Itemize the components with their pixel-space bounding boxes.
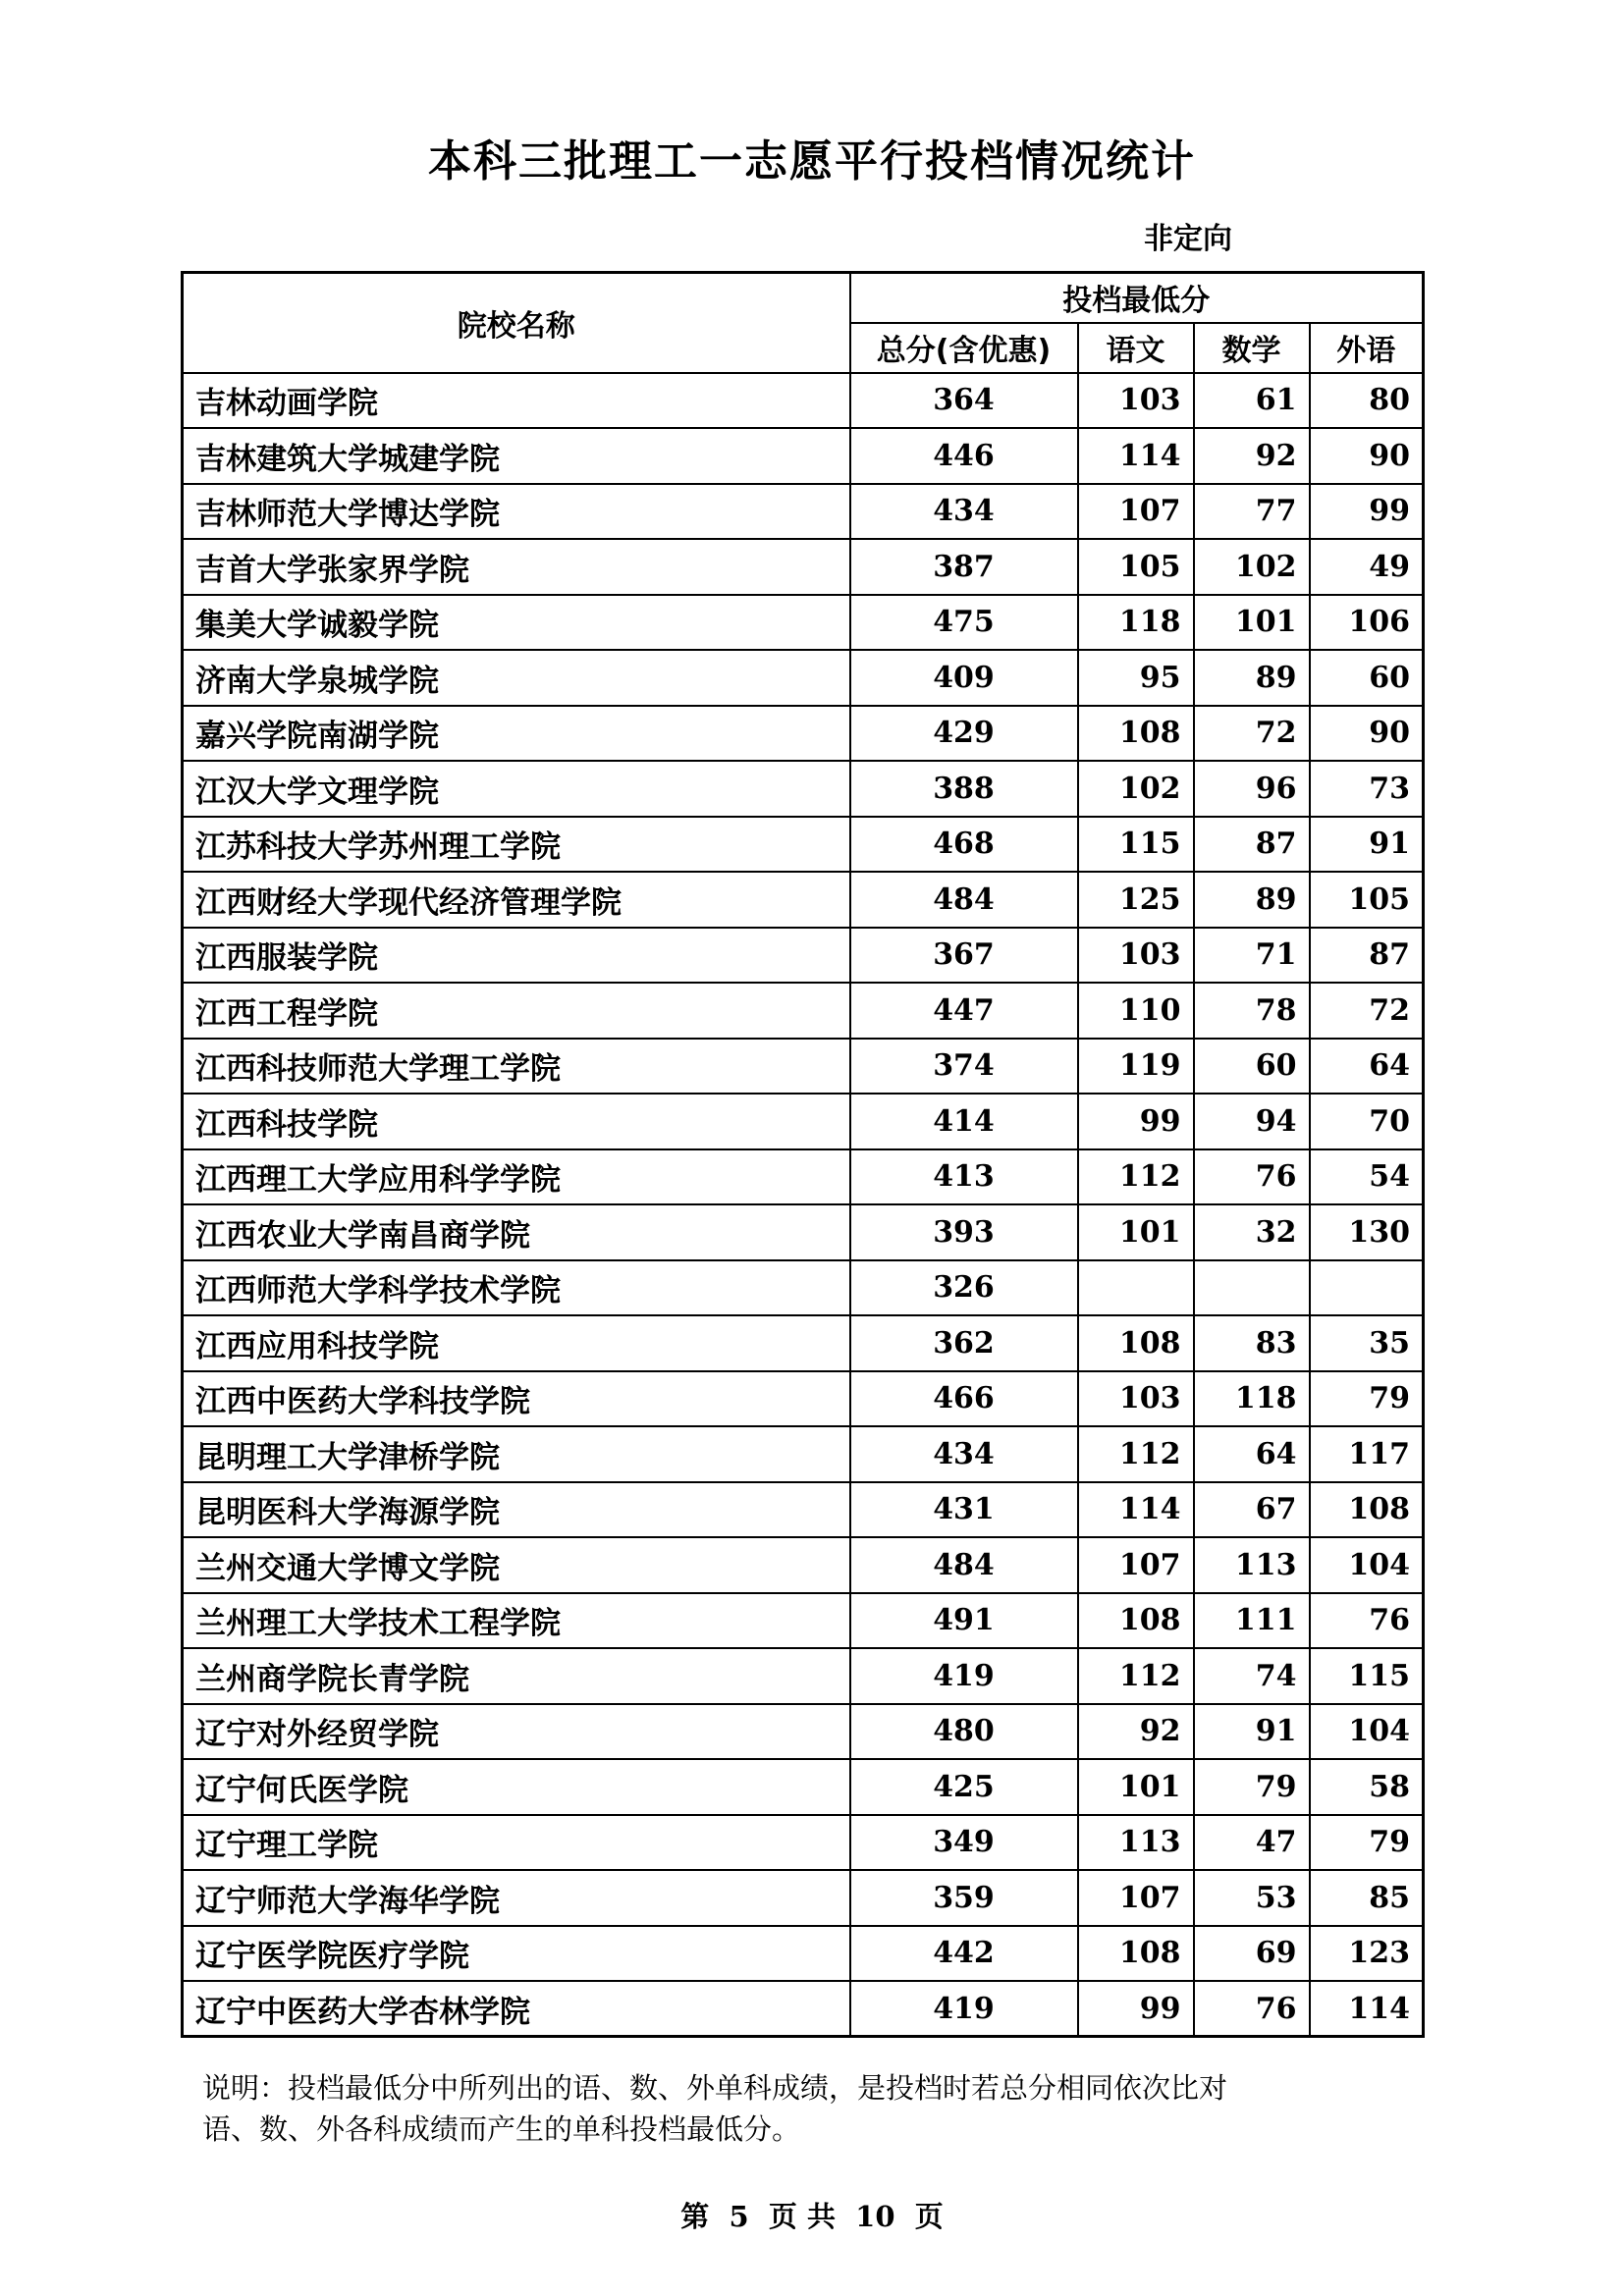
table-row xyxy=(183,1759,1424,1815)
total-score-cell: 425 xyxy=(850,1759,1078,1815)
subtitle: 非定向 xyxy=(1144,222,1232,256)
school-name-cell: 昆明医科大学海源学院 xyxy=(183,1482,850,1538)
chinese-score-cell: 99 xyxy=(1078,1094,1194,1149)
total-score-cell: 374 xyxy=(850,1039,1078,1095)
school-name-cell: 江西理工大学应用科学学院 xyxy=(183,1149,850,1205)
school-name-cell: 辽宁对外经贸学院 xyxy=(183,1704,850,1760)
chinese-score-cell: 114 xyxy=(1078,1482,1194,1538)
table-row xyxy=(183,1094,1424,1149)
scores-table xyxy=(181,271,1425,2038)
math-score-cell xyxy=(1194,1260,1310,1316)
english-score-cell: 90 xyxy=(1310,428,1424,484)
english-score-cell: 114 xyxy=(1310,1981,1424,2037)
english-score-cell: 70 xyxy=(1310,1094,1424,1149)
total-score-cell: 364 xyxy=(850,373,1078,429)
chinese-score-cell: 102 xyxy=(1078,761,1194,817)
total-score-cell: 413 xyxy=(850,1149,1078,1205)
table-row xyxy=(183,1926,1424,1982)
math-score-cell: 61 xyxy=(1194,373,1310,429)
school-name-cell: 辽宁理工学院 xyxy=(183,1815,850,1871)
math-score-cell: 76 xyxy=(1194,1981,1310,2037)
school-name-cell: 江西工程学院 xyxy=(183,983,850,1039)
english-score-cell: 72 xyxy=(1310,983,1424,1039)
english-score-cell: 76 xyxy=(1310,1593,1424,1649)
school-name-cell: 吉林建筑大学城建学院 xyxy=(183,428,850,484)
chinese-score-cell: 107 xyxy=(1078,484,1194,540)
math-score-cell: 77 xyxy=(1194,484,1310,540)
math-score-cell: 72 xyxy=(1194,706,1310,762)
total-score-cell: 431 xyxy=(850,1482,1078,1538)
total-score-cell: 434 xyxy=(850,1426,1078,1482)
school-name-cell: 江西中医药大学科技学院 xyxy=(183,1371,850,1427)
english-score-cell: 117 xyxy=(1310,1426,1424,1482)
english-score-cell: 91 xyxy=(1310,817,1424,873)
school-name-cell: 辽宁医学院医疗学院 xyxy=(183,1926,850,1982)
math-score-cell: 67 xyxy=(1194,1482,1310,1538)
chinese-score-cell: 108 xyxy=(1078,706,1194,762)
math-score-cell: 118 xyxy=(1194,1371,1310,1427)
english-score-cell: 87 xyxy=(1310,928,1424,984)
school-name-cell: 昆明理工大学津桥学院 xyxy=(183,1426,850,1482)
school-name-cell: 江西科技师范大学理工学院 xyxy=(183,1039,850,1095)
chinese-score-cell: 99 xyxy=(1078,1981,1194,2037)
english-score-cell: 104 xyxy=(1310,1704,1424,1760)
total-score-cell: 429 xyxy=(850,706,1078,762)
chinese-score-cell: 125 xyxy=(1078,872,1194,928)
total-score-cell: 434 xyxy=(850,484,1078,540)
total-score-cell: 367 xyxy=(850,928,1078,984)
math-score-cell: 89 xyxy=(1194,872,1310,928)
school-name-cell: 嘉兴学院南湖学院 xyxy=(183,706,850,762)
school-name-cell: 吉首大学张家界学院 xyxy=(183,539,850,595)
math-score-cell: 76 xyxy=(1194,1149,1310,1205)
header-english: 外语 xyxy=(1310,323,1424,373)
chinese-score-cell: 114 xyxy=(1078,428,1194,484)
chinese-score-cell: 103 xyxy=(1078,373,1194,429)
math-score-cell: 32 xyxy=(1194,1204,1310,1260)
total-score-cell: 409 xyxy=(850,650,1078,706)
math-score-cell: 60 xyxy=(1194,1039,1310,1095)
math-score-cell: 64 xyxy=(1194,1426,1310,1482)
english-score-cell: 90 xyxy=(1310,706,1424,762)
school-name-cell: 济南大学泉城学院 xyxy=(183,650,850,706)
table-row xyxy=(183,1260,1424,1316)
table-row xyxy=(183,1426,1424,1482)
table-row xyxy=(183,1039,1424,1095)
total-score-cell: 446 xyxy=(850,428,1078,484)
chinese-score-cell: 107 xyxy=(1078,1870,1194,1926)
chinese-score-cell: 103 xyxy=(1078,1371,1194,1427)
total-score-cell: 491 xyxy=(850,1593,1078,1649)
math-score-cell: 78 xyxy=(1194,983,1310,1039)
table-row xyxy=(183,650,1424,706)
total-score-cell: 362 xyxy=(850,1315,1078,1371)
table-row xyxy=(183,1870,1424,1926)
chinese-score-cell: 92 xyxy=(1078,1704,1194,1760)
school-name-cell: 江西农业大学南昌商学院 xyxy=(183,1204,850,1260)
total-score-cell: 388 xyxy=(850,761,1078,817)
note-line-2: 语、数、外各科成绩而产生的单科投档最低分。 xyxy=(202,2112,801,2146)
header-math: 数学 xyxy=(1194,323,1310,373)
total-score-cell: 414 xyxy=(850,1094,1078,1149)
chinese-score-cell: 108 xyxy=(1078,1593,1194,1649)
chinese-score-cell: 107 xyxy=(1078,1537,1194,1593)
table-row xyxy=(183,428,1424,484)
school-name-cell: 江汉大学文理学院 xyxy=(183,761,850,817)
table-row xyxy=(183,1815,1424,1871)
total-score-cell: 468 xyxy=(850,817,1078,873)
chinese-score-cell: 110 xyxy=(1078,983,1194,1039)
school-name-cell: 集美大学诚毅学院 xyxy=(183,595,850,651)
table-row xyxy=(183,872,1424,928)
math-score-cell: 91 xyxy=(1194,1704,1310,1760)
table-row xyxy=(183,1204,1424,1260)
english-score-cell: 99 xyxy=(1310,484,1424,540)
chinese-score-cell xyxy=(1078,1260,1194,1316)
school-name-cell: 辽宁中医药大学杏林学院 xyxy=(183,1981,850,2037)
chinese-score-cell: 112 xyxy=(1078,1648,1194,1704)
math-score-cell: 79 xyxy=(1194,1759,1310,1815)
chinese-score-cell: 101 xyxy=(1078,1204,1194,1260)
total-score-cell: 326 xyxy=(850,1260,1078,1316)
page-title: 本科三批理工一志愿平行投档情况统计 xyxy=(428,136,1196,187)
chinese-score-cell: 103 xyxy=(1078,928,1194,984)
note xyxy=(202,2067,1410,2150)
math-score-cell: 89 xyxy=(1194,650,1310,706)
english-score-cell: 79 xyxy=(1310,1371,1424,1427)
table-body xyxy=(183,373,1424,2037)
total-score-cell: 484 xyxy=(850,872,1078,928)
math-score-cell: 92 xyxy=(1194,428,1310,484)
total-score-cell: 349 xyxy=(850,1815,1078,1871)
chinese-score-cell: 115 xyxy=(1078,817,1194,873)
table-row xyxy=(183,761,1424,817)
table-row xyxy=(183,1981,1424,2037)
header-min-score-group: 投档最低分 xyxy=(850,273,1424,323)
chinese-score-cell: 108 xyxy=(1078,1315,1194,1371)
table-row xyxy=(183,1371,1424,1427)
table-row xyxy=(183,1593,1424,1649)
school-name-cell: 兰州商学院长青学院 xyxy=(183,1648,850,1704)
table-row xyxy=(183,539,1424,595)
english-score-cell: 79 xyxy=(1310,1815,1424,1871)
table-row xyxy=(183,373,1424,429)
english-score-cell: 64 xyxy=(1310,1039,1424,1095)
table-row xyxy=(183,1315,1424,1371)
school-name-cell: 辽宁何氏医学院 xyxy=(183,1759,850,1815)
english-score-cell: 73 xyxy=(1310,761,1424,817)
chinese-score-cell: 119 xyxy=(1078,1039,1194,1095)
math-score-cell: 74 xyxy=(1194,1648,1310,1704)
total-score-cell: 475 xyxy=(850,595,1078,651)
note-line-1: 说明：投档最低分中所列出的语、数、外单科成绩，是投档时若总分相同依次比对 xyxy=(202,2071,1228,2105)
school-name-cell: 兰州交通大学博文学院 xyxy=(183,1537,850,1593)
table-row xyxy=(183,1704,1424,1760)
school-name-cell: 江西科技学院 xyxy=(183,1094,850,1149)
total-score-cell: 387 xyxy=(850,539,1078,595)
english-score-cell: 130 xyxy=(1310,1204,1424,1260)
english-score-cell: 60 xyxy=(1310,650,1424,706)
header-chinese: 语文 xyxy=(1078,323,1194,373)
chinese-score-cell: 101 xyxy=(1078,1759,1194,1815)
table-row xyxy=(183,1648,1424,1704)
math-score-cell: 102 xyxy=(1194,539,1310,595)
english-score-cell: 85 xyxy=(1310,1870,1424,1926)
math-score-cell: 87 xyxy=(1194,817,1310,873)
math-score-cell: 83 xyxy=(1194,1315,1310,1371)
english-score-cell: 108 xyxy=(1310,1482,1424,1538)
school-name-cell: 辽宁师范大学海华学院 xyxy=(183,1870,850,1926)
table-row xyxy=(183,983,1424,1039)
total-score-cell: 480 xyxy=(850,1704,1078,1760)
english-score-cell xyxy=(1310,1260,1424,1316)
total-score-cell: 466 xyxy=(850,1371,1078,1427)
math-score-cell: 94 xyxy=(1194,1094,1310,1149)
total-score-cell: 393 xyxy=(850,1204,1078,1260)
page-footer: 第 5 页 共 10 页 xyxy=(680,2200,944,2233)
school-name-cell: 江西应用科技学院 xyxy=(183,1315,850,1371)
school-name-cell: 兰州理工大学技术工程学院 xyxy=(183,1593,850,1649)
chinese-score-cell: 112 xyxy=(1078,1149,1194,1205)
math-score-cell: 113 xyxy=(1194,1537,1310,1593)
school-name-cell: 吉林动画学院 xyxy=(183,373,850,429)
chinese-score-cell: 95 xyxy=(1078,650,1194,706)
total-score-cell: 442 xyxy=(850,1926,1078,1982)
math-score-cell: 53 xyxy=(1194,1870,1310,1926)
school-name-cell: 江西服装学院 xyxy=(183,928,850,984)
chinese-score-cell: 112 xyxy=(1078,1426,1194,1482)
chinese-score-cell: 105 xyxy=(1078,539,1194,595)
english-score-cell: 123 xyxy=(1310,1926,1424,1982)
english-score-cell: 105 xyxy=(1310,872,1424,928)
english-score-cell: 49 xyxy=(1310,539,1424,595)
total-score-cell: 447 xyxy=(850,983,1078,1039)
english-score-cell: 115 xyxy=(1310,1648,1424,1704)
chinese-score-cell: 118 xyxy=(1078,595,1194,651)
english-score-cell: 54 xyxy=(1310,1149,1424,1205)
table-row xyxy=(183,1482,1424,1538)
math-score-cell: 69 xyxy=(1194,1926,1310,1982)
math-score-cell: 47 xyxy=(1194,1815,1310,1871)
english-score-cell: 58 xyxy=(1310,1759,1424,1815)
chinese-score-cell: 108 xyxy=(1078,1926,1194,1982)
math-score-cell: 101 xyxy=(1194,595,1310,651)
table-row xyxy=(183,706,1424,762)
math-score-cell: 71 xyxy=(1194,928,1310,984)
total-score-cell: 419 xyxy=(850,1648,1078,1704)
math-score-cell: 111 xyxy=(1194,1593,1310,1649)
english-score-cell: 80 xyxy=(1310,373,1424,429)
total-score-cell: 484 xyxy=(850,1537,1078,1593)
table-row xyxy=(183,1537,1424,1593)
total-score-cell: 359 xyxy=(850,1870,1078,1926)
header-total: 总分(含优惠) xyxy=(850,323,1078,373)
school-name-cell: 江西财经大学现代经济管理学院 xyxy=(183,872,850,928)
english-score-cell: 106 xyxy=(1310,595,1424,651)
school-name-cell: 江苏科技大学苏州理工学院 xyxy=(183,817,850,873)
math-score-cell: 96 xyxy=(1194,761,1310,817)
header-school-name: 院校名称 xyxy=(183,273,850,373)
table-row xyxy=(183,595,1424,651)
table-row xyxy=(183,817,1424,873)
english-score-cell: 35 xyxy=(1310,1315,1424,1371)
table-row xyxy=(183,928,1424,984)
total-score-cell: 419 xyxy=(850,1981,1078,2037)
english-score-cell: 104 xyxy=(1310,1537,1424,1593)
table-row xyxy=(183,484,1424,540)
school-name-cell: 江西师范大学科学技术学院 xyxy=(183,1260,850,1316)
table-row xyxy=(183,1149,1424,1205)
school-name-cell: 吉林师范大学博达学院 xyxy=(183,484,850,540)
chinese-score-cell: 113 xyxy=(1078,1815,1194,1871)
